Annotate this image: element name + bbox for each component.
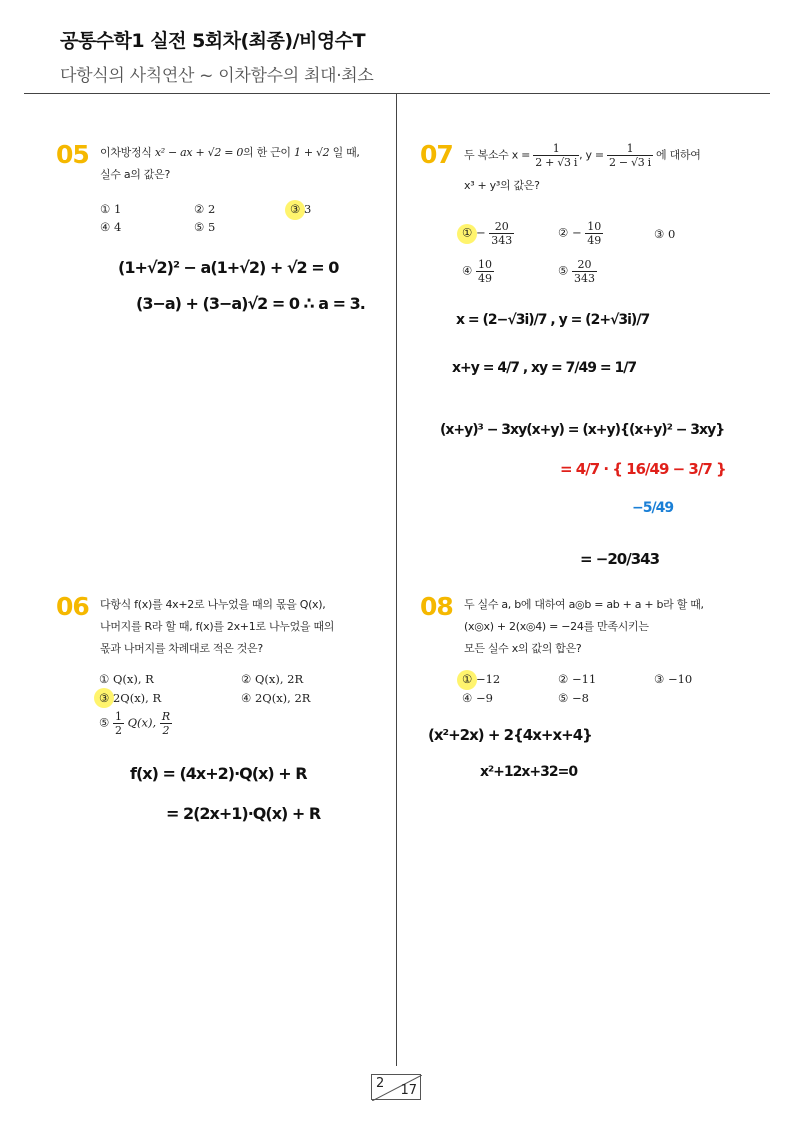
handwritten-work-line: f(x) = (4x+2)·Q(x) + R bbox=[130, 764, 307, 783]
question-line: 나머지를 R라 할 때, f(x)를 2x+1로 나누었을 때의 bbox=[100, 620, 335, 633]
choice-marker: ⑤ bbox=[558, 263, 569, 278]
problem-text bbox=[464, 594, 764, 660]
fraction-denominator: 343 bbox=[573, 272, 595, 285]
choice-3[interactable]: ③ 0 bbox=[654, 227, 676, 241]
choice-5[interactable]: ⑤ −8 bbox=[558, 691, 589, 705]
text-fragment: 의 한 근이 bbox=[243, 146, 294, 159]
choice-text: Q(x), bbox=[127, 715, 157, 730]
handwritten-work-line-blue: −5/49 bbox=[632, 500, 674, 516]
fraction-numerator: 1 bbox=[533, 142, 579, 156]
question-line: 몫과 나머지를 차례대로 적은 것은? bbox=[100, 642, 263, 655]
problem-08 bbox=[420, 592, 770, 812]
fraction-numerator: 20 bbox=[489, 220, 514, 234]
choice-1[interactable]: ① 1 bbox=[100, 202, 122, 216]
page-header bbox=[60, 26, 374, 86]
handwritten-work-line: (x²+2x) + 2{4x+x+4} bbox=[428, 726, 592, 744]
problem-number: 07 bbox=[420, 140, 453, 169]
fraction-numerator: 10 bbox=[477, 258, 492, 271]
fraction-denominator: 2 bbox=[114, 724, 122, 737]
page-subtitle: 다항식의 사칙연산 ~ 이차함수의 최대·최소 bbox=[60, 66, 374, 86]
fraction-numerator: 1 bbox=[114, 710, 122, 723]
problem-07 bbox=[420, 140, 770, 585]
page-indicator bbox=[371, 1074, 421, 1100]
handwritten-work-line: x+y = 4/7 , xy = 7/49 = 1/7 bbox=[452, 360, 637, 376]
choice-1[interactable] bbox=[462, 220, 514, 247]
fraction-numerator: 20 bbox=[572, 258, 597, 272]
text-fragment: , y = bbox=[579, 148, 604, 162]
root-value: 1 + √2 bbox=[293, 146, 330, 159]
choice-2[interactable] bbox=[558, 220, 603, 247]
problem-number: 06 bbox=[56, 592, 89, 621]
fraction bbox=[160, 710, 172, 737]
question-line: 실수 a의 값은? bbox=[100, 168, 171, 181]
question-line: 모든 실수 x의 값의 합은? bbox=[464, 642, 582, 655]
problem-number: 08 bbox=[420, 592, 453, 621]
choice-2[interactable]: ② −11 bbox=[558, 672, 597, 686]
text-fragment: 일 때, bbox=[329, 146, 360, 159]
equation: x² − ax + √2 = 0 bbox=[154, 146, 244, 159]
fraction bbox=[572, 258, 597, 285]
text-fragment: 이차방정식 bbox=[100, 146, 155, 159]
total-pages: 17 bbox=[400, 1083, 417, 1098]
choice-5[interactable]: ⑤ 5 bbox=[194, 220, 216, 234]
handwritten-work-line: x = (2−√3i)/7 , y = (2+√3i)/7 bbox=[456, 312, 650, 328]
handwritten-final-answer: = −20/343 bbox=[580, 550, 660, 568]
fraction-denominator: 49 bbox=[587, 234, 602, 247]
choice-2[interactable]: ② Q(x), 2R bbox=[241, 672, 304, 686]
text-fragment: 에 대하여 bbox=[656, 148, 701, 162]
choice-1[interactable]: ① −12 bbox=[462, 672, 501, 686]
choice-3[interactable]: ③ −10 bbox=[654, 672, 693, 686]
choice-3[interactable]: ③ 3 bbox=[290, 202, 312, 216]
problem-number: 05 bbox=[56, 140, 89, 169]
fraction-denominator: 2 + √3 i bbox=[535, 156, 578, 169]
handwritten-work-line: = 2(2x+1)·Q(x) + R bbox=[166, 804, 321, 823]
problem-text bbox=[464, 142, 764, 197]
header-divider bbox=[24, 93, 770, 94]
choice-marker: ① − bbox=[462, 225, 486, 240]
choice-4[interactable]: ④ 4 bbox=[100, 220, 122, 234]
handwritten-work-line: x²+12x+32=0 bbox=[480, 764, 578, 780]
page-title: 공통수학1 실전 5회차(최종)/비영수T bbox=[60, 30, 366, 52]
question-line: x³ + y³의 값은? bbox=[464, 179, 540, 192]
handwritten-work-line-red: = 4/7 · { 16/49 − 3/7 } bbox=[560, 460, 726, 478]
problem-text bbox=[100, 142, 390, 186]
fraction bbox=[476, 258, 494, 285]
choice-marker: ② − bbox=[558, 225, 582, 240]
fraction-denominator: 2 bbox=[162, 724, 170, 737]
question-line: (x◎x) + 2(x◎4) = −24를 만족시키는 bbox=[464, 620, 649, 633]
fraction bbox=[113, 710, 124, 737]
choice-5[interactable] bbox=[558, 258, 597, 285]
fraction-y bbox=[607, 142, 653, 169]
choice-4[interactable]: ④ 2Q(x), 2R bbox=[241, 691, 311, 705]
handwritten-work-line: (x+y)³ − 3xy(x+y) = (x+y){(x+y)² − 3xy} bbox=[440, 422, 725, 438]
choice-marker: ④ bbox=[462, 263, 473, 278]
current-page: 2 bbox=[376, 1076, 385, 1091]
problem-06 bbox=[56, 592, 391, 832]
choice-3[interactable]: ③ 2Q(x), R bbox=[99, 691, 162, 705]
choice-4[interactable]: ④ −9 bbox=[462, 691, 493, 705]
fraction-denominator: 2 − √3 i bbox=[609, 156, 651, 169]
fraction-numerator: 10 bbox=[587, 220, 602, 233]
fraction-numerator: 1 bbox=[607, 142, 653, 156]
problem-text bbox=[100, 594, 390, 660]
text-fragment: 두 복소수 x = bbox=[464, 148, 531, 162]
fraction-denominator: 343 bbox=[491, 234, 513, 247]
choice-5[interactable] bbox=[99, 710, 172, 737]
choice-marker: ⑤ bbox=[99, 715, 110, 730]
question-line: 다항식 f(x)를 4x+2로 나누었을 때의 몫을 Q(x), bbox=[100, 598, 326, 611]
fraction bbox=[585, 220, 603, 247]
choice-2[interactable]: ② 2 bbox=[194, 202, 216, 216]
fraction-numerator: R bbox=[161, 710, 171, 723]
problem-05 bbox=[56, 140, 391, 340]
question-line: 두 실수 a, b에 대하여 a◎b = ab + a + b라 할 때, bbox=[464, 598, 704, 611]
column-divider bbox=[396, 94, 397, 1066]
choice-4[interactable] bbox=[462, 258, 494, 285]
handwritten-work-line: (1+√2)² − a(1+√2) + √2 = 0 bbox=[118, 258, 339, 277]
choice-1[interactable]: ① Q(x), R bbox=[99, 672, 154, 686]
fraction bbox=[489, 220, 514, 247]
fraction-x bbox=[533, 142, 579, 169]
fraction-denominator: 49 bbox=[477, 272, 492, 285]
handwritten-work-line: (3−a) + (3−a)√2 = 0 ∴ a = 3. bbox=[136, 294, 365, 313]
